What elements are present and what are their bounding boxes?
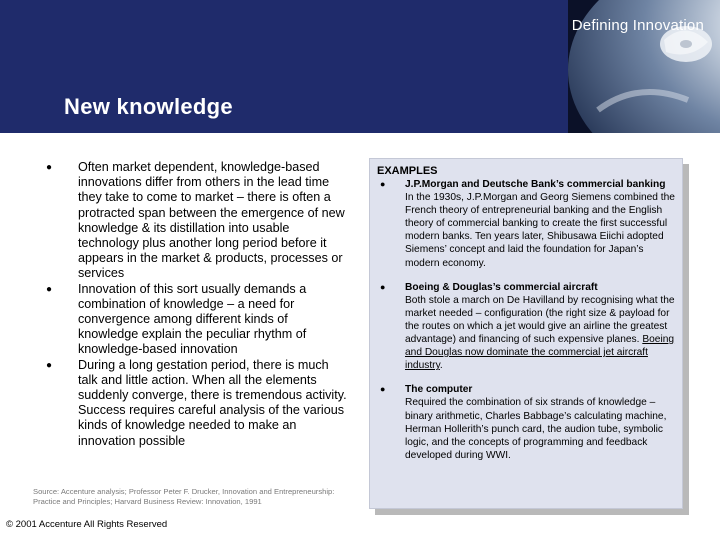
bullet-dot-icon: ● — [380, 384, 386, 395]
examples-content — [377, 165, 675, 462]
bullet-list — [46, 160, 350, 449]
bullet-text: Innovation of this sort usually demands a combination of knowledge – a need for convergence among different kinds of knowledge explain the peculiar rhythm of knowledge-based innovation — [78, 281, 307, 357]
examples-heading: EXAMPLES — [377, 165, 438, 177]
example-body: In the 1930s, J.P.Morgan and Georg Siemens combined the French theory of entrepreneurial banking and the English theory of commercial banking to create the first successful modern banks. Ten years later, Shibusawa Eiichi adopted Siemens’ concept and laid the foundation for Japan’s modern economy. — [405, 192, 675, 269]
bullet-dot-icon: ● — [46, 283, 53, 295]
example-body — [405, 294, 675, 373]
example-body-end: . — [439, 360, 443, 372]
section-label: Defining Innovation — [571, 17, 704, 34]
example-title: Boeing & Douglas’s commercial aircraft — [405, 281, 598, 293]
example-item — [377, 178, 675, 270]
example-item — [377, 281, 675, 373]
bullet-dot-icon: ● — [380, 179, 386, 189]
source-note: Source: Accenture analysis; Professor Peter F. Drucker, Innovation and Entrepreneurship: Practice and Principles; Harvard Business Review: Innovation, 1991 — [33, 487, 335, 506]
example-body: Required the combination of six strands of knowledge – binary arithmetic, Charles Babbage’s calculating machine, Herman Hollerith’s punch card, the audion tube, symbolic logic, and the concepts of programming and feedback developed during WWI. — [405, 397, 667, 461]
bullet-dot-icon: ● — [46, 162, 53, 173]
bullet-item — [46, 282, 350, 358]
bullet-item — [46, 358, 350, 449]
example-body-text: Both stole a march on De Havilland by recognising what the market needed – configuration (the right size & payload for the routes on which a jet would give an airline the greatest advantage) and financing of such expensive planes. — [405, 294, 675, 346]
example-title: The computer — [405, 384, 473, 396]
bullet-text: During a long gestation period, there is much talk and little action. When all the elements suddenly converge, there is tremendous activity. Success requires careful analysis of the various kinds of knowledge needed to make an innovation possible — [78, 357, 347, 448]
header-band — [0, 0, 720, 133]
bullet-item — [46, 160, 350, 282]
example-title: J.P.Morgan and Deutsche Bank’s commercial banking — [405, 179, 666, 190]
example-item — [377, 383, 675, 462]
example-body-underlined: Boeing and Douglas now dominate the commercial jet aircraft industry — [405, 334, 675, 372]
bullet-dot-icon: ● — [380, 281, 386, 292]
bullet-text: Often market dependent, knowledge-based innovations differ from others in the lead time they take to come to market – there is often a protracted span between the emergence of new knowledge & its distillation into usable technology plus another long period before it appears in the market & products, processes or services — [78, 160, 345, 281]
bullet-dot-icon: ● — [46, 359, 53, 371]
copyright: © 2001 Accenture All Rights Reserved — [6, 519, 168, 530]
slide-title: New knowledge — [64, 94, 233, 119]
examples-panel — [369, 158, 683, 509]
